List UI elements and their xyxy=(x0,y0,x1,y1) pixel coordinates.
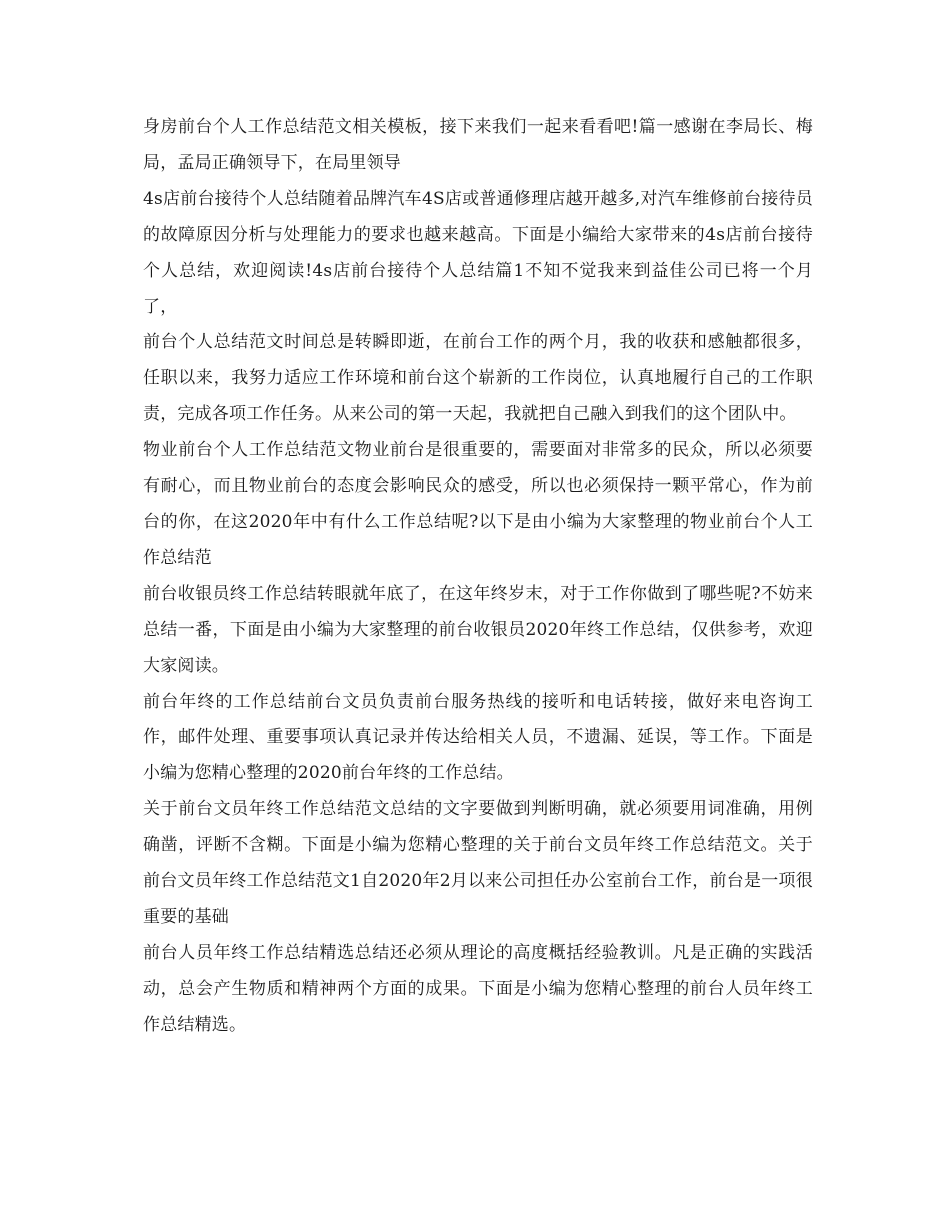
paragraph: 前台收银员终工作总结转眼就年底了，在这年终岁末，对于工作你做到了哪些呢?不妨来总结一番，下面是由小编为大家整理的前台收银员2020年终工作总结，仅供参考，欢迎大家阅读。 xyxy=(143,583,813,676)
paragraph: 前台人员年终工作总结精选总结还必须从理论的高度概括经验教训。凡是正确的实践活动，总会产生物质和精神两个方面的成果。下面是小编为您精心整理的前台人员年终工作总结精选。 xyxy=(143,942,813,1035)
paragraph: 4s店前台接待个人总结随着品牌汽车4S店或普通修理店越开越多,对汽车维修前台接待员的故障原因分析与处理能力的要求也越来越高。下面是小编给大家带来的4s店前台接待个人总结，欢迎阅读!4s店前台接待个人总结篇1不知不觉我来到益佳公司已将一个月了， xyxy=(143,188,813,317)
paragraph: 物业前台个人工作总结范文物业前台是很重要的，需要面对非常多的民众，所以必须要有耐心，而且物业前台的态度会影响民众的感受，所以也必须保持一颗平常心，作为前台的你，在这2020年中有什么工作总结呢?以下是由小编为大家整理的物业前台个人工作总结范 xyxy=(143,440,813,568)
paragraph: 前台个人总结范文时间总是转瞬即逝，在前台工作的两个月，我的收获和感触都很多，任职以来，我努力适应工作环境和前台这个崭新的工作岗位，认真地履行自己的工作职责，完成各项工作任务。从来公司的第一天起，我就把自己融入到我们的这个团队中。 xyxy=(143,332,813,425)
paragraph: 关于前台文员年终工作总结范文总结的文字要做到判断明确，就必须要用词准确，用例确凿，评断不含糊。下面是小编为您精心整理的关于前台文员年终工作总结范文。关于前台文员年终工作总结范文1自2020年2月以来公司担任办公室前台工作，前台是一项很重要的基础 xyxy=(143,799,813,927)
document-body xyxy=(143,110,813,1044)
paragraph: 身房前台个人工作总结范文相关模板，接下来我们一起来看看吧!篇一感谢在李局长、梅局，孟局正确领导下，在局里领导 xyxy=(143,117,813,173)
paragraph: 前台年终的工作总结前台文员负责前台服务热线的接听和电话转接，做好来电咨询工作，邮件处理、重要事项认真记录并传达给相关人员，不遗漏、延误，等工作。下面是小编为您精心整理的2020前台年终的工作总结。 xyxy=(143,691,813,784)
